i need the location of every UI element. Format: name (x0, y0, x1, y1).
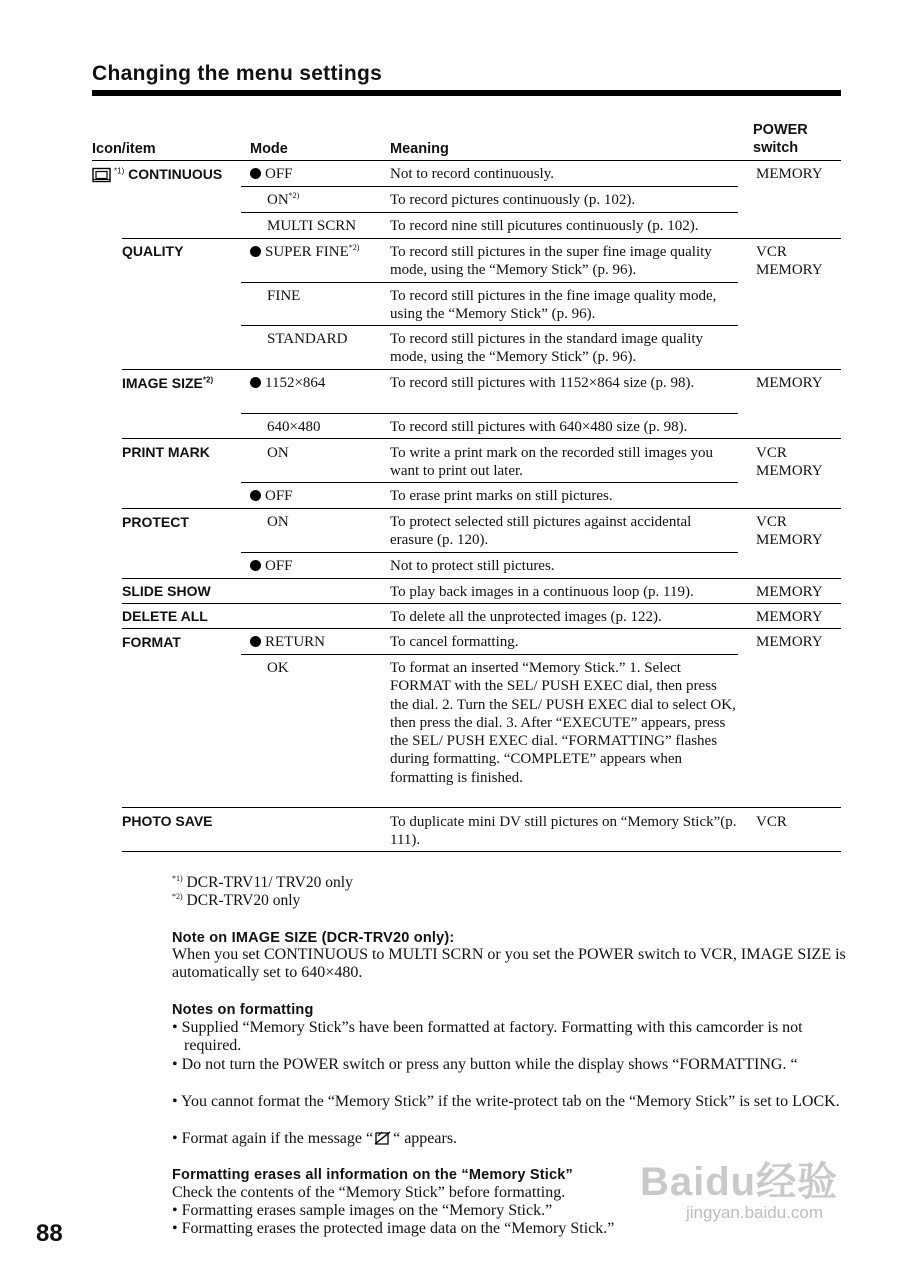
watermark (640, 1150, 838, 1223)
camera-mode-icon (92, 167, 112, 183)
footnote-ref: *2) (348, 243, 360, 252)
note-image-size-text: When you set CONTINUOUS to MULTI SCRN or you set the POWER switch to VCR, IMAGE SIZE is automatically set to 640×480. (172, 946, 846, 982)
watermark-url: jingyan.baidu.com (686, 1203, 824, 1222)
power-delete-all: MEMORY (756, 609, 823, 625)
bullet-text: “ appears. (393, 1130, 458, 1147)
meaning-format-return: To cancel formatting. (390, 634, 519, 650)
bullet-text: • Format again if the message “ (172, 1130, 374, 1147)
table-top-rule (92, 160, 841, 161)
mode-format-ok: OK (267, 660, 289, 676)
meaning-format-ok: To format an inserted “Memory Stick.” 1. Select FORMAT with the SEL/ PUSH EXEC dial, then press the dial. 2. Turn the SEL/ PUSH EXEC dial to select OK, then press the dial. 3. After “EXECUTE” appears, press the SEL/ PUSH EXEC dial. “FORMATTING” flashes during formatting. “COMPLETE” appears when formatting is finished. (390, 660, 736, 786)
item-rule (122, 807, 841, 808)
mode-image-1152 (250, 374, 325, 392)
meaning-quality-standard: To record still pictures in the standard image quality mode, using the “Memory Stick” (p. 96). (390, 331, 704, 366)
notes-formatting-bullet-3: • You cannot format the “Memory Stick” if the write-protect tab on the “Memory Stick” is set to LOCK. (172, 1093, 840, 1110)
header-power-line1: POWER (753, 122, 808, 138)
meaning-quality-fine: To record still pictures in the fine image quality mode, using the “Memory Stick” (p. 96). (390, 288, 717, 323)
meaning-image-640: To record still pictures with 640×480 size (p. 98). (390, 419, 688, 435)
item-rule (122, 369, 841, 370)
meaning-slide-show: To play back images in a continuous loop (p. 119). (390, 584, 694, 600)
erase-note-bullet-2: • Formatting erases the protected image data on the “Memory Stick.” (172, 1220, 615, 1237)
mode-quality-fine: FINE (267, 288, 301, 304)
item-slide-show: SLIDE SHOW (122, 583, 211, 599)
power-image-size: MEMORY (756, 375, 823, 391)
mode-format-return (250, 633, 325, 651)
power-line: VCR (756, 244, 787, 260)
header-icon-item: Icon/item (92, 141, 156, 157)
item-rule (122, 238, 841, 239)
header-mode: Mode (250, 141, 288, 157)
page-title: Changing the menu settings (92, 62, 383, 85)
meaning-delete-all: To delete all the unprotected images (p. 122). (390, 609, 662, 625)
power-line: VCR (756, 445, 787, 461)
meaning-protect-on: To protect selected still pictures against accidental erasure (p. 120). (390, 514, 692, 549)
erase-note-heading: Formatting erases all information on the “Memory Stick” (172, 1167, 573, 1183)
power-line: MEMORY (756, 463, 823, 480)
mode-quality-superfine (250, 243, 359, 261)
footnote-1 (172, 874, 353, 892)
footnote-ref: *2) (288, 191, 300, 200)
mode-label: ON (267, 192, 289, 208)
row-rule (241, 186, 738, 187)
footnote-ref: *1) (114, 166, 125, 176)
mode-label: SUPER FINE (265, 244, 349, 260)
item-quality: QUALITY (122, 243, 184, 259)
row-rule (241, 482, 738, 483)
meaning-continuous-on: To record pictures continuously (p. 102). (390, 192, 636, 208)
item-delete-all: DELETE ALL (122, 608, 208, 624)
meaning-quality-superfine: To record still pictures in the super fine image quality mode, using the “Memory Stick” (p. 96). (390, 244, 712, 279)
power-protect (756, 513, 823, 550)
notes-formatting-bullet-1: • Supplied “Memory Stick”s have been formatted at factory. Formatting with this camcorder is not required. (172, 1019, 803, 1055)
footnote-ref: *2) (202, 375, 214, 385)
item-rule (122, 578, 841, 579)
item-rule (122, 438, 841, 439)
default-dot-icon (250, 636, 261, 647)
mode-print-on: ON (267, 445, 289, 461)
row-rule (241, 654, 738, 655)
erase-note-text: Check the contents of the “Memory Stick” before formatting. (172, 1184, 566, 1201)
item-rule (122, 508, 841, 509)
meaning-continuous-multi: To record nine still picutures continuously (p. 102). (390, 218, 699, 234)
power-line: MEMORY (756, 532, 823, 549)
header-power (753, 121, 808, 157)
notes-formatting-heading: Notes on formatting (172, 1002, 314, 1018)
meaning-continuous-off: Not to record continuously. (390, 166, 554, 182)
memory-stick-error-icon (373, 1130, 393, 1146)
power-line: MEMORY (756, 262, 823, 279)
item-format: FORMAT (122, 634, 181, 650)
footnote-2 (172, 892, 300, 910)
meaning-image-1152: To record still pictures with 1152×864 size (p. 98). (390, 375, 695, 391)
power-photo-save: VCR (756, 814, 787, 830)
mode-label: RETURN (265, 634, 325, 650)
power-continuous: MEMORY (756, 166, 823, 182)
notes-formatting-bullet-2: • Do not turn the POWER switch or press any button while the display shows “FORMATTING. “ (172, 1056, 798, 1073)
default-dot-icon (250, 246, 261, 257)
footnote-mark: *1) (172, 873, 183, 883)
footnote-text: DCR-TRV20 only (186, 892, 301, 909)
page-number: 88 (36, 1220, 63, 1247)
item-rule (122, 628, 841, 629)
power-quality (756, 243, 823, 280)
row-rule (241, 325, 738, 326)
meaning-protect-off: Not to protect still pictures. (390, 558, 555, 574)
mode-protect-off (250, 557, 293, 575)
item-protect: PROTECT (122, 514, 189, 530)
power-line: VCR (756, 514, 787, 530)
header-meaning: Meaning (390, 141, 449, 157)
item-continuous (114, 165, 222, 183)
table-bottom-rule (122, 851, 841, 852)
mode-continuous-multi: MULTI SCRN (267, 218, 357, 234)
watermark-logo: Baidu经验 (640, 1160, 839, 1204)
mode-print-off (250, 487, 293, 505)
power-format: MEMORY (756, 634, 823, 650)
footnote-mark: *2) (172, 891, 183, 901)
item-label: CONTINUOUS (128, 166, 223, 182)
header-power-line2: switch (753, 140, 799, 156)
item-image-size (122, 374, 213, 392)
mode-label: 1152×864 (265, 375, 326, 391)
mode-quality-standard: STANDARD (267, 331, 348, 347)
default-dot-icon (250, 490, 261, 501)
mode-protect-on: ON (267, 514, 289, 530)
row-rule (241, 282, 738, 283)
item-photo-save: PHOTO SAVE (122, 813, 213, 829)
default-dot-icon (250, 377, 261, 388)
erase-note-bullet-1: • Formatting erases sample images on the “Memory Stick.” (172, 1202, 553, 1219)
power-print-mark (756, 444, 823, 481)
meaning-photo-save: To duplicate mini DV still pictures on “Memory Stick”(p. 111). (390, 814, 737, 849)
row-rule (241, 212, 738, 213)
default-dot-icon (250, 560, 261, 571)
note-image-size-heading: Note on IMAGE SIZE (DCR-TRV20 only): (172, 930, 455, 946)
row-rule (241, 552, 738, 553)
meaning-print-on: To write a print mark on the recorded still images you want to print out later. (390, 445, 714, 480)
default-dot-icon (250, 168, 261, 179)
mode-label: OFF (265, 558, 293, 574)
mode-label: OFF (265, 488, 293, 504)
title-rule (92, 90, 841, 96)
mode-continuous-off (250, 165, 293, 183)
meaning-print-off: To erase print marks on still pictures. (390, 488, 613, 504)
mode-continuous-on (252, 191, 299, 209)
power-slide-show: MEMORY (756, 584, 823, 600)
mode-label: OFF (265, 166, 293, 182)
item-print-mark: PRINT MARK (122, 444, 210, 460)
item-label: IMAGE SIZE (122, 375, 203, 391)
item-rule (122, 603, 841, 604)
notes-formatting-bullet-4 (172, 1130, 852, 1148)
footnote-text: DCR-TRV11/ TRV20 only (186, 874, 353, 891)
row-rule (241, 413, 738, 414)
mode-image-640: 640×480 (267, 419, 321, 435)
